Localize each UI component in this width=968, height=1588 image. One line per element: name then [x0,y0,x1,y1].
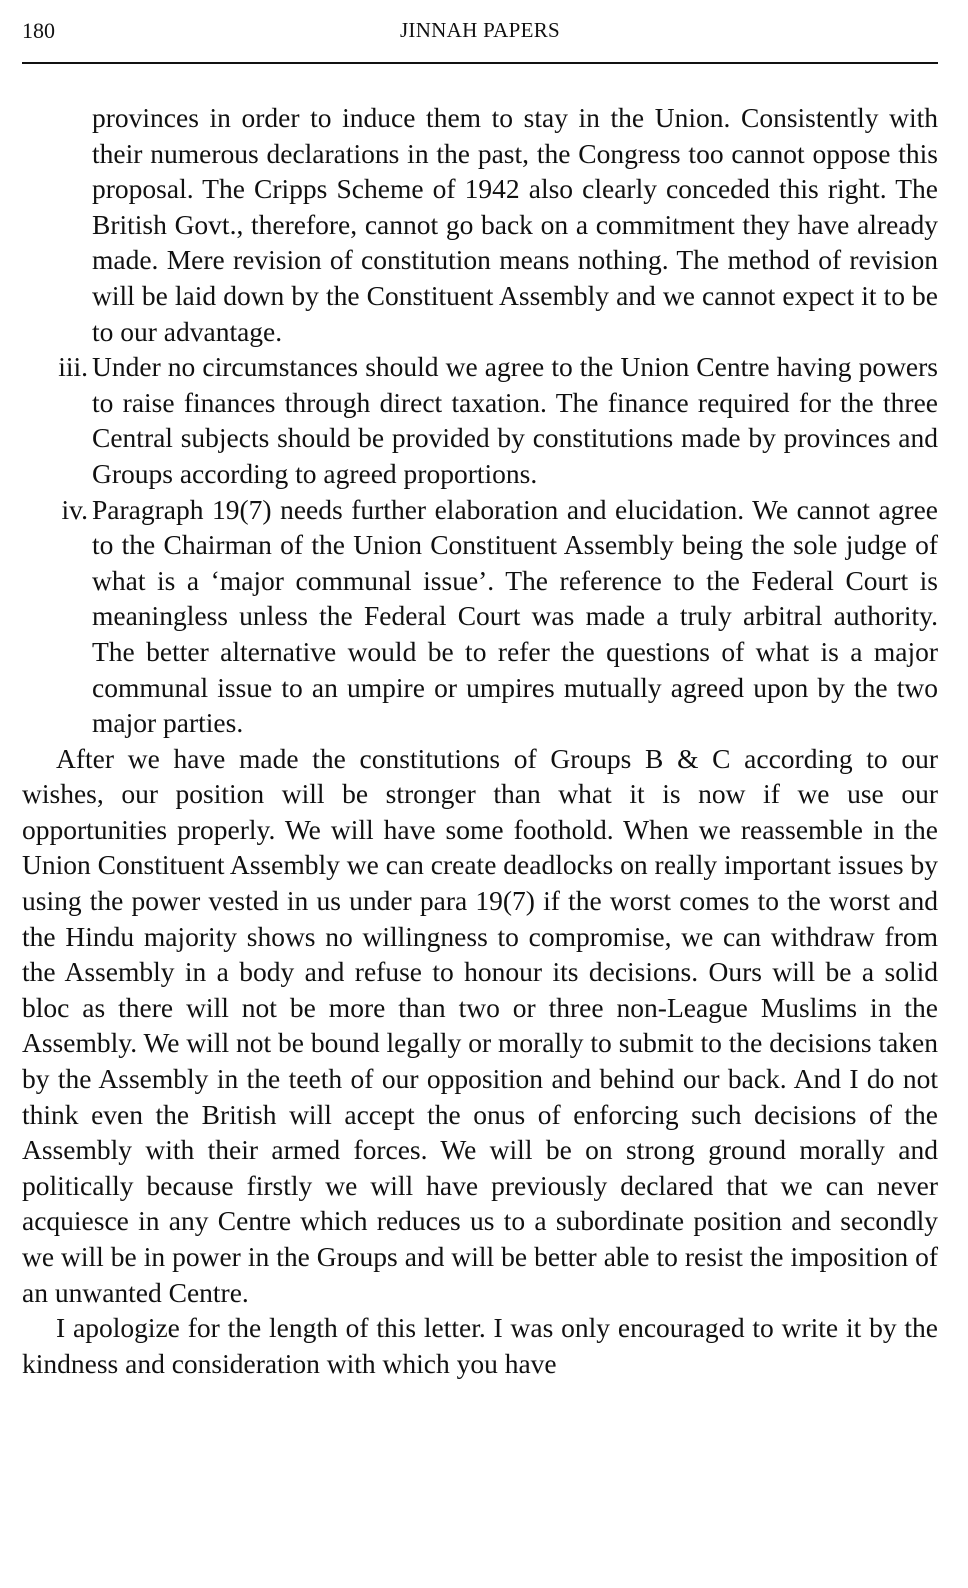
list-marker: iii. [58,351,88,383]
list-item-iii [22,349,938,491]
header-rule [22,62,938,64]
body-text [22,100,938,1381]
list-item-text: Under no circumstances should we agree to the Union Centre having powers to raise finances through direct taxation. The finance required for the three Central subjects should be provided by constitutions made by provinces and Groups according to agreed proportions. [92,351,938,489]
list-item-iv [22,492,938,741]
running-head [22,18,938,52]
continued-list-item-text: provinces in order to induce them to stay in the Union. Consistently with their numerous declarations in the past, the Congress too cannot oppose this proposal. The Cripps Scheme of 1942 also clearly conceded this right. The British Govt., therefore, cannot go back on a commitment they have already made. Mere revision of constitution means nothing. The method of revision will be laid down by the Constituent Assembly and we cannot expect it to be to our advantage. [92,102,938,347]
list-item-text: Paragraph 19(7) needs further elaboration and elucidation. We cannot agree to the Chairman of the Union Constituent Assembly being the sole judge of what is a ‘major communal issue’. The reference to the Federal Court is meaningless unless the Federal Court was made a truly arbitral authority. The better alternative would be to refer the questions of what is a major communal issue to an umpire or umpires mutually agreed upon by the two major parties. [92,493,938,739]
body-paragraph: After we have made the constitutions of Groups B & C according to our wishes, our position will be stronger than what it is now if we use our opportunities properly. We will have some foothold. When we reassemble in the Union Constituent Assembly we can create deadlocks on really important issues by using the power vested in us under para 19(7) if the worst comes to the worst and the Hindu majority shows no willingness to compromise, we can withdraw from the Assembly in a body and refuse to honour its decisions. Ours will be a solid bloc as there will not be more than two or three non-League Muslims in the Assembly. We will not be bound legally or morally to submit to the decisions taken by the Assembly in the teeth of our opposition and behind our back. And I do not think even the British will accept the onus of enforcing such decisions of the Assembly with their armed forces. We will be on strong ground morally and politically because firstly we will have previously declared that we can never acquiesce in any Centre which reduces us to a subordinate position and secondly we will be in power in the Groups and will be better able to resist the imposition of an unwanted Centre. [22,742,938,1308]
body-paragraph: I apologize for the length of this letter. I was only encouraged to write it by the kindness and consideration with which you have [22,1312,938,1379]
page-number: 180 [22,18,55,43]
list-marker: iv. [61,493,88,525]
running-title: JINNAH PAPERS [399,18,561,42]
